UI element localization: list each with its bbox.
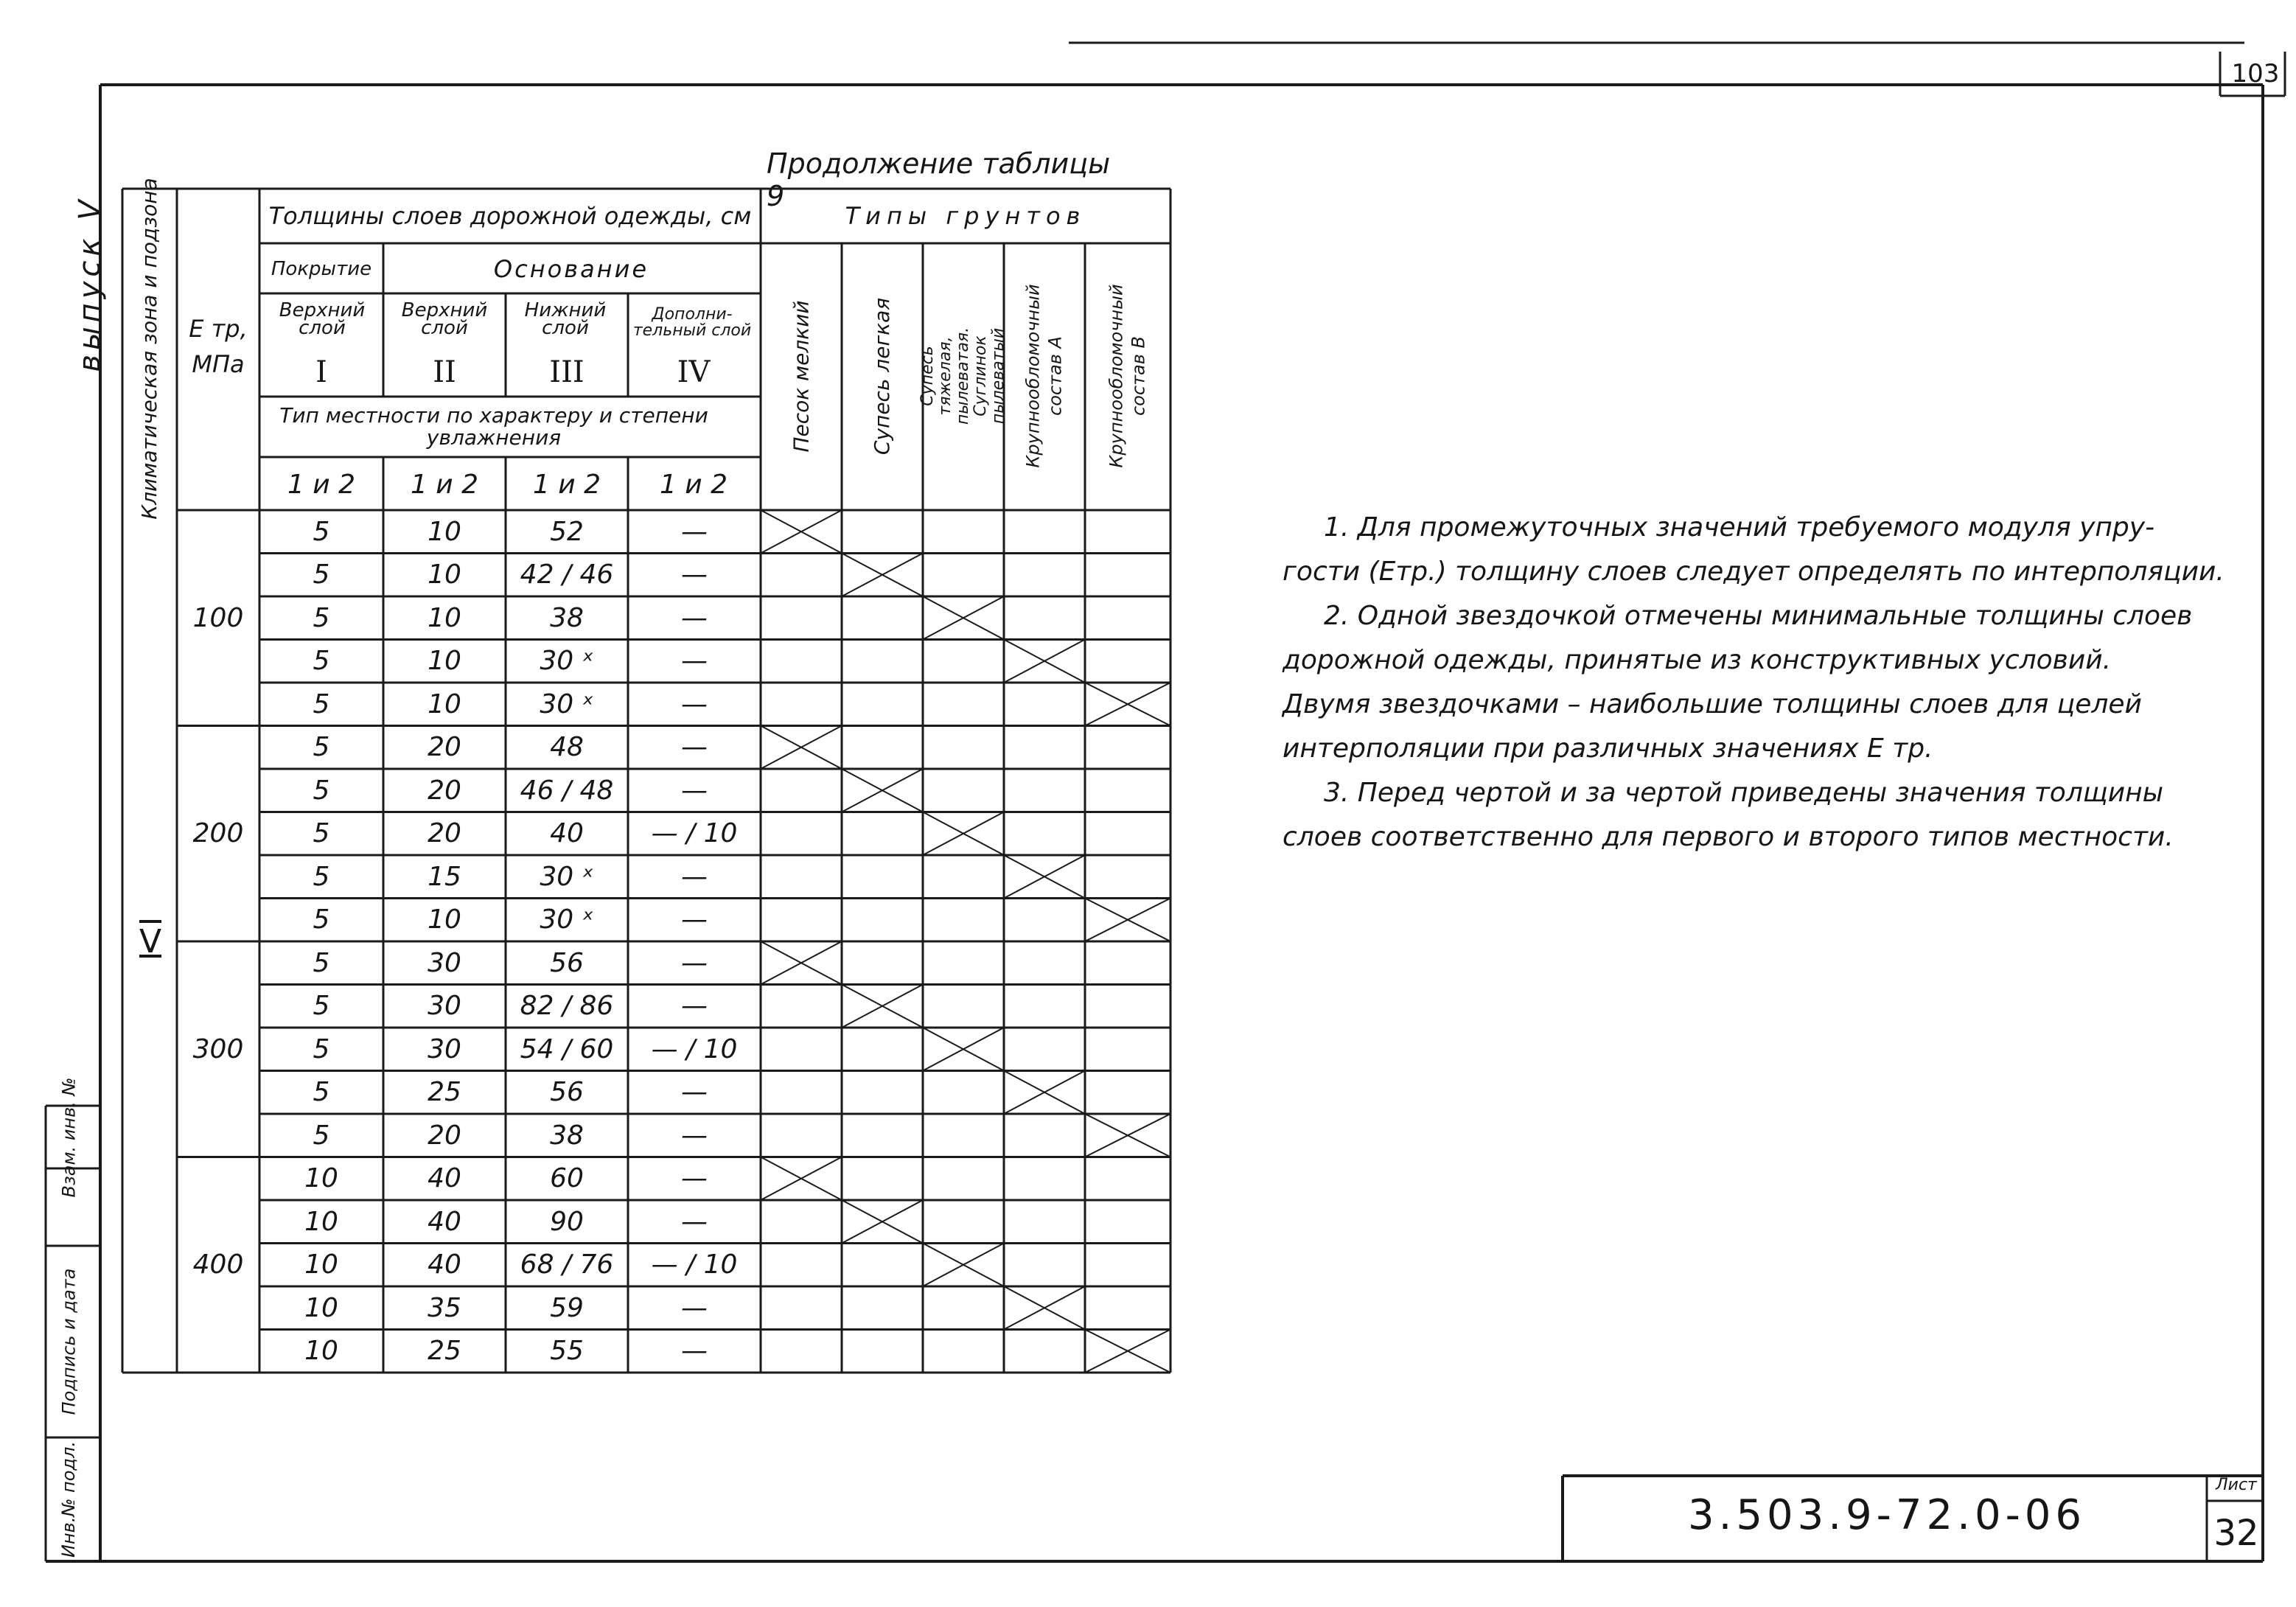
cell-layer-2: 20 — [428, 732, 461, 763]
cell-layer-3: 68 / 76 — [520, 1249, 614, 1280]
header-soil-5-text: Крупнообломочный состав В — [1106, 284, 1150, 468]
header-base: Основание — [493, 255, 649, 283]
cell-layer-4: — — [681, 1120, 708, 1151]
cell-layer-3: 60 — [550, 1163, 584, 1194]
cell-layer-4: — / 10 — [651, 818, 738, 849]
cell-layer-1: 5 — [313, 732, 330, 763]
note-line: интерполяции при различных значениях Е тр. — [1283, 733, 1933, 764]
header-e-tr — [177, 295, 259, 398]
cell-layer-3: 52 — [550, 516, 584, 547]
cell-layer-3: 90 — [550, 1206, 584, 1237]
header-roman-4: IV — [677, 355, 711, 389]
note-line: 3. Перед чертой и за чертой приведены значения толщины — [1324, 778, 2164, 808]
cell-layer-4: — / 10 — [651, 1033, 738, 1064]
cell-layer-1: 10 — [304, 1163, 338, 1194]
cell-layer-3: 48 — [550, 732, 584, 763]
stamp-replaced-inv — [46, 1077, 91, 1197]
cell-layer-4: — — [681, 1292, 708, 1323]
cell-layer-1: 5 — [313, 516, 330, 547]
header-terrain-code-1: 1 и 2 — [287, 469, 356, 500]
header-roman-2: II — [433, 355, 456, 389]
header-soil-1-text: Песок мелкий — [789, 299, 814, 453]
doc-code: 3.503.9-72.0-06 — [1687, 1491, 2087, 1539]
cell-layer-4: — — [681, 1336, 708, 1367]
header-layer-top-base: Верхний слой — [401, 299, 488, 339]
table-caption: Продолжение таблицы 9 — [767, 147, 1111, 212]
cell-layer-1: 5 — [313, 646, 330, 677]
cell-layer-2: 25 — [428, 1077, 461, 1108]
cell-layer-2: 25 — [428, 1336, 461, 1367]
cell-layer-3: 56 — [550, 947, 584, 978]
cell-layer-4: — — [681, 1206, 708, 1237]
cell-layer-1: 5 — [313, 904, 330, 935]
e-tr-value: 300 — [192, 1033, 244, 1064]
cell-layer-4: — — [681, 1077, 708, 1108]
header-soil-3-text: Супесь тяжелая, пылеватая. Суглинок пылеватый — [918, 327, 1008, 425]
header-soil-1 — [761, 243, 842, 509]
cell-layer-3: 56 — [550, 1077, 584, 1108]
cell-layer-2: 40 — [428, 1163, 461, 1194]
header-soil-4 — [1004, 243, 1085, 509]
header-roman-1: I — [315, 355, 327, 389]
header-soil-2-text: Супесь легкая — [870, 297, 895, 455]
cell-layer-4: — — [681, 775, 708, 806]
cell-layer-4: — — [681, 1163, 708, 1194]
cell-layer-4: — — [681, 947, 708, 978]
cell-layer-3: 38 — [550, 602, 584, 633]
notes — [1283, 506, 2241, 860]
header-climate-zone-text: Климатическая зона и подзона — [137, 178, 162, 520]
page-number: 103 — [2231, 59, 2280, 88]
cell-layer-3: 46 / 48 — [520, 775, 614, 806]
cell-layer-1: 5 — [313, 947, 330, 978]
cell-layer-2: 20 — [428, 775, 461, 806]
cell-layer-2: 10 — [428, 689, 461, 719]
cell-layer-1: 5 — [313, 1077, 330, 1108]
header-soil-4-text: Крупнообломочный состав А — [1023, 284, 1067, 468]
stamp-inv-orig — [46, 1437, 91, 1561]
cell-layer-3: 59 — [550, 1292, 584, 1323]
cell-layer-1: 5 — [313, 818, 330, 849]
cell-layer-4: — — [681, 560, 708, 590]
sheet-number: 32 — [2213, 1513, 2259, 1554]
cell-layer-2: 10 — [428, 646, 461, 677]
note-line: слоев соответственно для первого и второго типов местности. — [1283, 822, 2174, 852]
cell-layer-3: 40 — [550, 818, 584, 849]
cell-layer-3: 30 ˣ — [540, 904, 594, 935]
header-layer-additional: Дополни-тельный слой — [632, 305, 752, 340]
header-terrain-code-3: 1 и 2 — [532, 469, 601, 500]
cell-layer-3: 30 ˣ — [540, 646, 594, 677]
stamp-signature-date — [46, 1246, 91, 1437]
cell-layer-2: 15 — [428, 861, 461, 892]
cell-layer-4: — — [681, 689, 708, 719]
cell-layer-4: — — [681, 991, 708, 1022]
header-roman-3: III — [549, 355, 585, 389]
header-soil-types-group: Типы грунтов — [845, 202, 1086, 230]
header-terrain-code-2: 1 и 2 — [410, 469, 479, 500]
cell-layer-2: 10 — [428, 560, 461, 590]
cell-layer-1: 5 — [313, 861, 330, 892]
cell-layer-2: 40 — [428, 1249, 461, 1280]
note-line: 2. Одной звездочкой отмечены минимальные толщины слоев — [1324, 601, 2193, 631]
e-tr-value: 200 — [192, 818, 244, 849]
cell-layer-1: 5 — [313, 689, 330, 719]
cell-layer-2: 30 — [428, 1033, 461, 1064]
cell-layer-2: 30 — [428, 991, 461, 1022]
cell-layer-4: — — [681, 732, 708, 763]
cell-layer-1: 5 — [313, 1120, 330, 1151]
cell-layer-1: 10 — [304, 1336, 338, 1367]
e-tr-value: 400 — [192, 1249, 244, 1280]
cell-layer-4: — — [681, 602, 708, 633]
sheet-label: Лист — [2216, 1475, 2257, 1494]
cell-layer-3: 42 / 46 — [520, 560, 614, 590]
cell-layer-2: 10 — [428, 602, 461, 633]
cell-layer-3: 30 ˣ — [540, 861, 594, 892]
header-layer-bottom: Нижний слой — [524, 299, 607, 339]
cell-layer-2: 20 — [428, 1120, 461, 1151]
note-line: гости (Етр.) толщину слоев следует определять по интерполяции. — [1283, 557, 2225, 587]
header-climate-zone — [124, 178, 175, 520]
note-line: 1. Для промежуточных значений требуемого модуля упру- — [1324, 512, 2155, 543]
cell-layer-3: 54 / 60 — [520, 1033, 614, 1064]
cell-layer-3: 82 / 86 — [520, 991, 614, 1022]
cell-layer-1: 10 — [304, 1249, 338, 1280]
cell-layer-4: — — [681, 861, 708, 892]
cell-layer-2: 30 — [428, 947, 461, 978]
header-e-tr-symbol: Е тр, — [189, 315, 248, 343]
header-soil-2 — [842, 243, 923, 509]
cell-layer-1: 5 — [313, 602, 330, 633]
header-soil-3 — [918, 243, 1008, 509]
stamp-signature-date-text: Подпись и дата — [58, 1268, 80, 1415]
cell-layer-2: 10 — [428, 516, 461, 547]
cell-layer-3: 30 ˣ — [540, 689, 594, 719]
side-stamp-text: выпуск V — [73, 195, 107, 372]
stamp-replaced-inv-text: Взам. инв. № — [58, 1077, 80, 1197]
header-terrain-type: Тип местности по характеру и степени увлажнения — [279, 403, 708, 450]
zone-cell: V — [139, 922, 162, 961]
cell-layer-1: 5 — [313, 560, 330, 590]
note-line: Двумя звездочками – наибольшие толщины слоев для целей — [1283, 689, 2142, 719]
cell-layer-2: 20 — [428, 818, 461, 849]
header-soil-5 — [1085, 243, 1170, 509]
cell-layer-4: — — [681, 516, 708, 547]
cell-layer-4: — / 10 — [651, 1249, 738, 1280]
header-layer-top-coating: Верхний слой — [279, 299, 366, 339]
stamp-inv-orig-text: Инв.№ подл. — [58, 1441, 80, 1558]
e-tr-value: 100 — [192, 602, 244, 633]
header-e-tr-unit: МПа — [192, 350, 245, 378]
cell-layer-1: 5 — [313, 991, 330, 1022]
cell-layer-4: — — [681, 646, 708, 677]
header-thickness-group: Толщины слоев дорожной одежды, см — [268, 202, 752, 230]
cell-layer-1: 10 — [304, 1206, 338, 1237]
cell-layer-4: — — [681, 904, 708, 935]
cell-layer-3: 38 — [550, 1120, 584, 1151]
cell-layer-2: 10 — [428, 904, 461, 935]
cell-layer-1: 10 — [304, 1292, 338, 1323]
cell-layer-2: 35 — [428, 1292, 461, 1323]
header-coating: Покрытие — [271, 258, 372, 280]
cell-layer-3: 55 — [550, 1336, 584, 1367]
note-line: дорожной одежды, принятые из конструктивных условий. — [1283, 645, 2112, 675]
cell-layer-2: 40 — [428, 1206, 461, 1237]
cell-layer-1: 5 — [313, 775, 330, 806]
header-terrain-code-4: 1 и 2 — [659, 469, 728, 500]
cell-layer-1: 5 — [313, 1033, 330, 1064]
